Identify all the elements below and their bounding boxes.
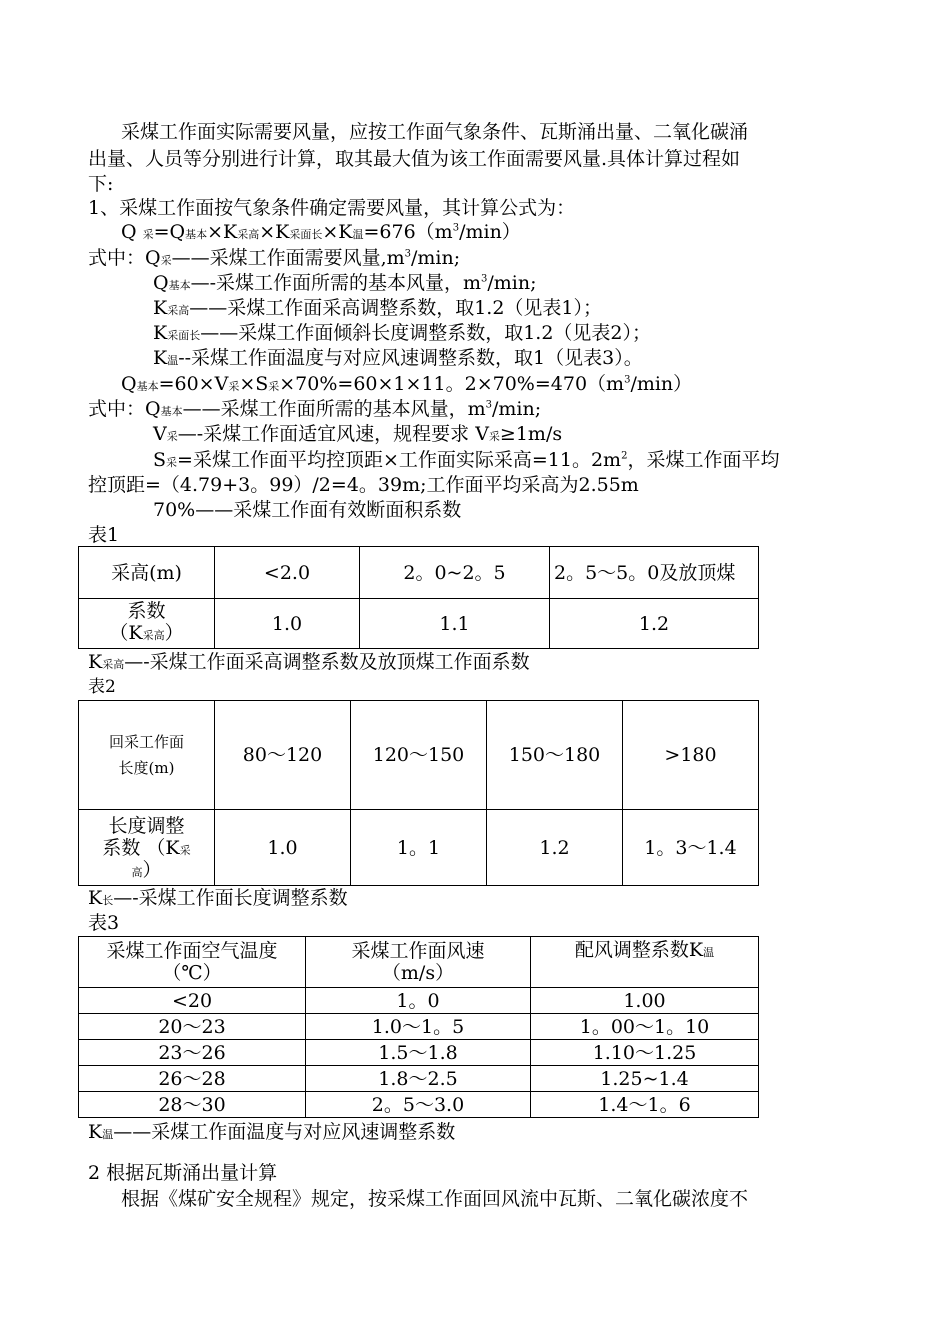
- where-2-line-5: 70%——采煤工作面有效断面积系数: [153, 499, 462, 521]
- table-3-header-speed: 采煤工作面风速 （m/s）: [306, 937, 531, 988]
- where-2-line-3: S采=采煤工作面平均控顶距×工作面实际采高=11。$2m^2$，采煤工作面平均: [153, 449, 780, 471]
- table-3-header-row: [79, 937, 759, 988]
- table-cell: 1.0～1。5: [306, 1014, 531, 1040]
- intro-line-2: 出量、人员等分别进行计算，取其最大值为该工作面需要风量.具体计算过程如: [88, 148, 741, 170]
- section-1-heading: 1、采煤工作面按气象条件确定需要风量，其计算公式为：: [88, 197, 576, 219]
- formula-q-cai: Q 采=Q基本×K采高×K采面长×K温$=676(m^3/\min)$: [121, 221, 521, 243]
- table-row: [79, 810, 759, 886]
- table-cell: 26～28: [79, 1066, 306, 1092]
- table-row: [79, 701, 759, 810]
- table-cell: 2。0~2。5: [360, 547, 550, 599]
- table-cell: 1。1: [351, 810, 487, 886]
- table-row: [79, 1066, 759, 1092]
- where-2-line-1: 式中：Q基本——采煤工作面所需的基本风量，$m^3/\min$;: [88, 398, 542, 420]
- table-cell: <2.0: [215, 547, 360, 599]
- table-cell: 150～180: [487, 701, 623, 810]
- table-cell: 1.10～1.25: [531, 1040, 759, 1066]
- table-3: [78, 936, 759, 1118]
- intro-line-3: 下:: [88, 173, 114, 195]
- table-cell: 28～30: [79, 1092, 306, 1118]
- table-2-note: K长—-采煤工作面长度调整系数: [88, 887, 348, 909]
- table-cell: 80～120: [215, 701, 351, 810]
- table-3-header-temp: 采煤工作面空气温度 （℃）: [79, 937, 306, 988]
- table-cell: 2。5～3.0: [306, 1092, 531, 1118]
- table-cell: 1.1: [360, 599, 550, 649]
- table-3-body: [79, 988, 759, 1118]
- where-1-line-2: Q基本—-采煤工作面所需的基本风量，$m^3/\min$;: [153, 272, 537, 294]
- table-1-note: K采高—-采煤工作面采高调整系数及放顶煤工作面系数: [88, 651, 530, 673]
- table-cell: 1。00～1。10: [531, 1014, 759, 1040]
- where-1-line-3: K采高——采煤工作面采高调整系数，取1.2（见表1）；: [153, 297, 603, 319]
- table-3-header-coef: 配风调整系数K温: [531, 937, 759, 988]
- table-cell: 1.25~1.4: [531, 1066, 759, 1092]
- table-1-label-cell: 系数 （K采高）: [79, 599, 215, 649]
- table-row: [79, 599, 759, 649]
- table-cell: >180: [623, 701, 759, 810]
- table-cell: 2。5～5。0及放顶煤: [550, 547, 759, 599]
- table-2: [78, 700, 759, 886]
- table-cell: 1.2: [487, 810, 623, 886]
- table-cell: 1.4～1。6: [531, 1092, 759, 1118]
- where-1-line-5: K温--采煤工作面温度与对应风速调整系数，取1（见表3）。: [153, 347, 643, 369]
- table-cell: 1.0: [215, 810, 351, 886]
- table-cell: 1.00: [531, 988, 759, 1014]
- table-cell: 120～150: [351, 701, 487, 810]
- table-cell: 1.0: [215, 599, 360, 649]
- formula-q-jiben: Q基本=60×V采×S采×70%=60×1×11。$2\times 70\%=470(m^3/\min)$: [121, 373, 693, 395]
- intro-line-1: 采煤工作面实际需要风量，应按工作面气象条件、瓦斯涌出量、二氧化碳涌: [121, 121, 749, 143]
- table-cell: 1。0: [306, 988, 531, 1014]
- table-row: [79, 1040, 759, 1066]
- table-cell: 1.8～2.5: [306, 1066, 531, 1092]
- where-1-line-1: 式中：Q采——采煤工作面需要风量$,m^3/\min$;: [88, 247, 461, 269]
- table-cell: 1。3～1.4: [623, 810, 759, 886]
- table-1-caption: 表1: [88, 524, 120, 546]
- table-cell: 20～23: [79, 1014, 306, 1040]
- table-2-caption: 表2: [88, 677, 116, 697]
- table-row: [79, 988, 759, 1014]
- section-2-heading: 2 根据瓦斯涌出量计算: [88, 1162, 278, 1184]
- table-row: [79, 1014, 759, 1040]
- table-cell: 23～26: [79, 1040, 306, 1066]
- table-2-label-cell: 回采工作面 长度(m): [79, 701, 215, 810]
- table-cell: 1.5～1.8: [306, 1040, 531, 1066]
- where-2-line-2: V采—-采煤工作面适宜风速，规程要求 V采≥1m/s: [153, 423, 563, 445]
- table-cell: <20: [79, 988, 306, 1014]
- section-2-line-1: 根据《煤矿安全规程》规定，按采煤工作面回风流中瓦斯、二氧化碳浓度不: [121, 1188, 749, 1210]
- table-3-caption: 表3: [88, 912, 120, 934]
- where-2-line-4: 控顶距=（4.79+3。99）/2=4。39m;工作面平均采高为2.55m: [88, 474, 639, 496]
- table-row: [79, 1092, 759, 1118]
- where-1-line-4: K采面长——采煤工作面倾斜长度调整系数，取1.2（见表2）；: [153, 322, 652, 344]
- table-1: [78, 546, 759, 649]
- table-2-label-cell: 长度调整 系数 （K采 高）: [79, 810, 215, 886]
- table-3-note: K温——采煤工作面温度与对应风速调整系数: [88, 1121, 456, 1143]
- table-cell: 1.2: [550, 599, 759, 649]
- table-1-label-cell: 采高(m): [79, 547, 215, 599]
- table-row: [79, 547, 759, 599]
